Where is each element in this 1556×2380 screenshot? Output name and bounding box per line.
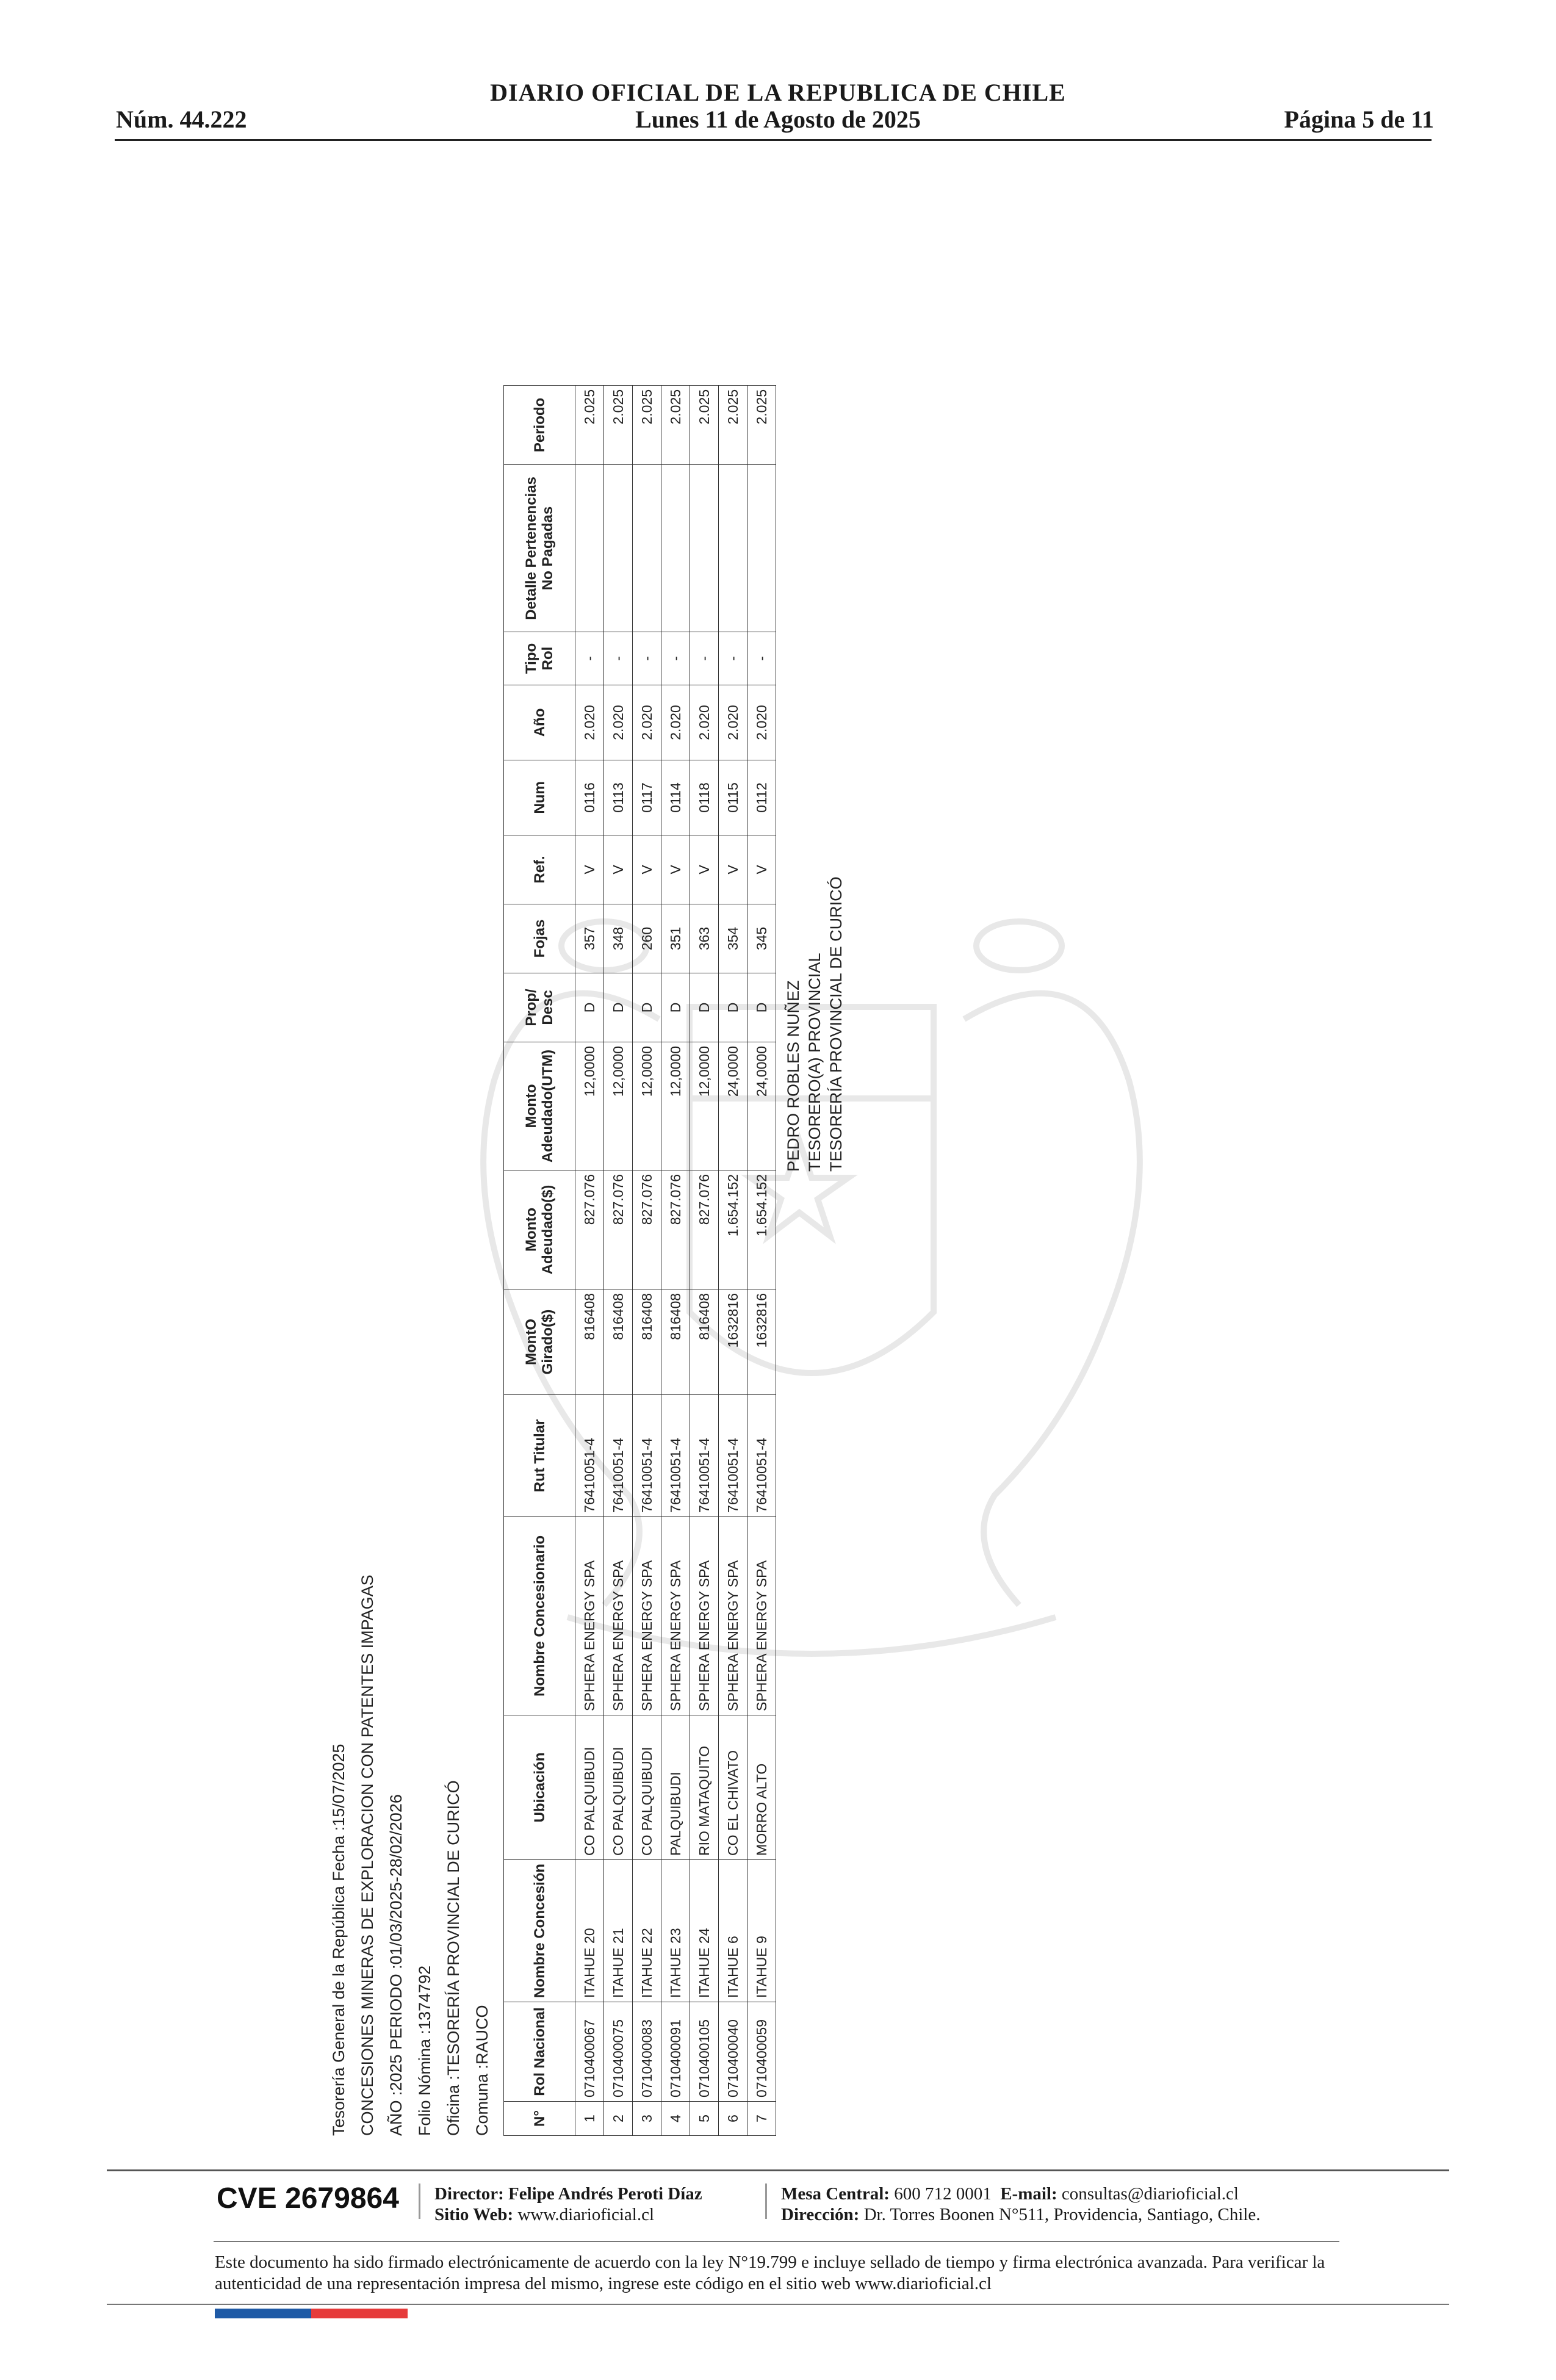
cell-fojas: 345 <box>747 904 776 973</box>
footer-contact-block: Mesa Central: 600 712 0001 E-mail: consultas@diarioficial.cl Dirección: Dr. Torres Boonen N°511, Providencia, Santiago, Chile. <box>781 2184 1261 2224</box>
cell-ubicacion: CO EL CHIVATO <box>719 1715 747 1859</box>
cell-girado: 816408 <box>604 1289 633 1394</box>
signature-office: TESORERÍA PROVINCIAL DE CURICÓ <box>827 876 845 1172</box>
cell-utm: 12,0000 <box>604 1042 633 1170</box>
website-link[interactable]: www.diarioficial.cl <box>517 2205 655 2224</box>
flag-red-bar <box>311 2309 408 2318</box>
cell-anio: 2.020 <box>575 685 604 760</box>
cell-concesionario: SPHERA ENERGY SPA <box>604 1516 633 1715</box>
col-header-prop-desc: Prop/ Desc <box>504 973 575 1042</box>
col-header-num: Num <box>504 760 575 835</box>
doc-line-4: Folio Nómina :1374792 <box>416 1965 434 2136</box>
col-header-detalle: Detalle Pertenencias No Pagadas <box>504 464 575 632</box>
cell-ubicacion: CO PALQUIBUDI <box>575 1715 604 1859</box>
table-row <box>690 385 719 2135</box>
cell-adeudado: 1.654.152 <box>747 1170 776 1289</box>
cell-utm: 12,0000 <box>661 1042 690 1170</box>
cell-ref: V <box>719 835 747 904</box>
cell-rut: 76410051-4 <box>633 1394 661 1516</box>
cell-fojas: 260 <box>633 904 661 973</box>
table-row <box>633 385 661 2135</box>
cell-ref: V <box>661 835 690 904</box>
footer-divider-mid <box>214 2241 1339 2242</box>
cell-detalle <box>604 464 633 632</box>
cell-rut: 76410051-4 <box>719 1394 747 1516</box>
cell-n: 3 <box>633 2102 661 2136</box>
cell-detalle <box>719 464 747 632</box>
cell-detalle <box>661 464 690 632</box>
patents-table <box>503 385 776 2136</box>
col-header-periodo: Periodo <box>504 385 575 464</box>
cell-fojas: 351 <box>661 904 690 973</box>
cell-n: 4 <box>661 2102 690 2136</box>
cell-anio: 2.020 <box>690 685 719 760</box>
cell-detalle <box>747 464 776 632</box>
cell-nombre: ITAHUE 24 <box>690 1859 719 2002</box>
cell-num: 0117 <box>633 760 661 835</box>
table-row <box>575 385 604 2135</box>
cell-n: 2 <box>604 2102 633 2136</box>
cell-periodo: 2.025 <box>690 385 719 464</box>
doc-line-2: CONCESIONES MINERAS DE EXPLORACION CON PATENTES IMPAGAS <box>358 1574 376 2136</box>
cell-rut: 76410051-4 <box>747 1394 776 1516</box>
cell-girado: 816408 <box>661 1289 690 1394</box>
col-header-ref: Ref. <box>504 835 575 904</box>
col-header-rut: Rut Titular <box>504 1394 575 1516</box>
header-divider <box>115 139 1432 141</box>
table-row <box>661 385 690 2135</box>
cell-fojas: 357 <box>575 904 604 973</box>
cell-prop: D <box>747 973 776 1042</box>
cell-n: 1 <box>575 2102 604 2136</box>
cell-rol: 0710400040 <box>719 2002 747 2102</box>
cell-utm: 12,0000 <box>575 1042 604 1170</box>
doc-line-3: AÑO :2025 PERIODO :01/03/2025-28/02/2026 <box>387 1794 405 2136</box>
cell-adeudado: 827.076 <box>661 1170 690 1289</box>
cell-periodo: 2.025 <box>719 385 747 464</box>
flag-blue-bar <box>215 2309 311 2318</box>
cell-concesionario: SPHERA ENERGY SPA <box>575 1516 604 1715</box>
rotated-content <box>323 183 1007 2136</box>
footer-separator <box>765 2183 767 2219</box>
col-header-anio: Año <box>504 685 575 760</box>
cell-periodo: 2.025 <box>604 385 633 464</box>
cell-rol: 0710400105 <box>690 2002 719 2102</box>
cell-nombre: ITAHUE 23 <box>661 1859 690 2002</box>
cell-periodo: 2.025 <box>661 385 690 464</box>
cell-fojas: 354 <box>719 904 747 973</box>
cell-rol: 0710400067 <box>575 2002 604 2102</box>
cell-rut: 76410051-4 <box>690 1394 719 1516</box>
cell-anio: 2.020 <box>604 685 633 760</box>
cell-girado: 816408 <box>575 1289 604 1394</box>
col-header-monto-utm: Monto Adeudado(UTM) <box>504 1042 575 1170</box>
cell-prop: D <box>633 973 661 1042</box>
page-number: Página 5 de 11 <box>1284 106 1434 133</box>
cell-concesionario: SPHERA ENERGY SPA <box>690 1516 719 1715</box>
cell-adeudado: 827.076 <box>690 1170 719 1289</box>
doc-line-1: Tesorería General de la República Fecha :15/07/2025 <box>330 1744 348 2136</box>
cell-girado: 816408 <box>633 1289 661 1394</box>
cell-num: 0112 <box>747 760 776 835</box>
cell-periodo: 2.025 <box>633 385 661 464</box>
cell-nombre: ITAHUE 6 <box>719 1859 747 2002</box>
col-header-rol: Rol Nacional <box>504 2002 575 2102</box>
cve-code: CVE 2679864 <box>217 2182 399 2215</box>
col-header-concesionario: Nombre Concesionario <box>504 1516 575 1715</box>
director-name: Felipe Andrés Peroti Díaz <box>508 2184 702 2204</box>
col-header-monto-girado: MontO Girado($) <box>504 1289 575 1394</box>
issue-number: Núm. 44.222 <box>116 106 247 133</box>
cell-adeudado: 827.076 <box>604 1170 633 1289</box>
signature-notice: Este documento ha sido firmado electrónicamente de acuerdo con la ley N°19.799 e incluye sellado de tiempo y firma electrónica avanzada. Para verificar la autenticidad de una representación impresa del mismo, ingrese este código en el sitio web www.diarioficial.cl <box>215 2252 1325 2293</box>
cell-anio: 2.020 <box>747 685 776 760</box>
cell-ubicacion: MORRO ALTO <box>747 1715 776 1859</box>
signature-role: TESORERO(A) PROVINCIAL <box>805 953 824 1172</box>
cell-ref: V <box>604 835 633 904</box>
table-header-row <box>504 385 575 2135</box>
cell-tipo: - <box>633 632 661 685</box>
cell-nombre: ITAHUE 9 <box>747 1859 776 2002</box>
cell-tipo: - <box>575 632 604 685</box>
doc-line-6: Comuna :RAUCO <box>473 2005 491 2136</box>
cell-tipo: - <box>747 632 776 685</box>
cell-concesionario: SPHERA ENERGY SPA <box>633 1516 661 1715</box>
cell-prop: D <box>604 973 633 1042</box>
cell-rut: 76410051-4 <box>604 1394 633 1516</box>
cell-rol: 0710400059 <box>747 2002 776 2102</box>
cell-adeudado: 827.076 <box>633 1170 661 1289</box>
cell-anio: 2.020 <box>633 685 661 760</box>
cell-nombre: ITAHUE 21 <box>604 1859 633 2002</box>
footer-director-block: Director: Felipe Andrés Peroti Díaz Sitio Web: www.diarioficial.cl <box>434 2184 702 2224</box>
col-header-nombre-concesion: Nombre Concesión <box>504 1859 575 2002</box>
cell-adeudado: 827.076 <box>575 1170 604 1289</box>
cell-prop: D <box>575 973 604 1042</box>
cell-nombre: ITAHUE 22 <box>633 1859 661 2002</box>
address: Dr. Torres Boonen N°511, Providencia, Santiago, Chile. <box>863 2205 1261 2224</box>
cell-girado: 1632816 <box>747 1289 776 1394</box>
cell-num: 0118 <box>690 760 719 835</box>
col-header-fojas: Fojas <box>504 904 575 973</box>
col-header-n: N° <box>504 2102 575 2136</box>
cell-n: 5 <box>690 2102 719 2136</box>
cell-tipo: - <box>690 632 719 685</box>
cell-detalle <box>575 464 604 632</box>
issue-date: Lunes 11 de Agosto de 2025 <box>635 106 921 133</box>
cell-rut: 76410051-4 <box>661 1394 690 1516</box>
cell-ubicacion: PALQUIBUDI <box>661 1715 690 1859</box>
col-header-monto-adeudado: Monto Adeudado($) <box>504 1170 575 1289</box>
cell-periodo: 2.025 <box>575 385 604 464</box>
cell-concesionario: SPHERA ENERGY SPA <box>719 1516 747 1715</box>
cell-ref: V <box>690 835 719 904</box>
cell-adeudado: 1.654.152 <box>719 1170 747 1289</box>
cell-concesionario: SPHERA ENERGY SPA <box>747 1516 776 1715</box>
table-row <box>747 385 776 2135</box>
cell-anio: 2.020 <box>661 685 690 760</box>
cell-num: 0113 <box>604 760 633 835</box>
cell-ref: V <box>575 835 604 904</box>
table-row <box>604 385 633 2135</box>
cell-detalle <box>690 464 719 632</box>
cell-n: 7 <box>747 2102 776 2136</box>
cell-prop: D <box>690 973 719 1042</box>
col-header-tipo-rol: Tipo Rol <box>504 632 575 685</box>
cell-num: 0115 <box>719 760 747 835</box>
cell-rol: 0710400091 <box>661 2002 690 2102</box>
footer-divider-bottom <box>107 2304 1449 2305</box>
cell-ubicacion: CO PALQUIBUDI <box>633 1715 661 1859</box>
cell-detalle <box>633 464 661 632</box>
footer-divider-top <box>107 2169 1449 2171</box>
cell-rol: 0710400075 <box>604 2002 633 2102</box>
cell-num: 0114 <box>661 760 690 835</box>
cell-n: 6 <box>719 2102 747 2136</box>
cell-utm: 12,0000 <box>633 1042 661 1170</box>
cell-tipo: - <box>604 632 633 685</box>
signature-name: PEDRO ROBLES NUÑEZ <box>784 980 802 1172</box>
cell-prop: D <box>719 973 747 1042</box>
cell-utm: 24,0000 <box>719 1042 747 1170</box>
phone-number: 600 712 0001 <box>894 2184 992 2204</box>
footer-separator <box>419 2183 420 2219</box>
email-link[interactable]: consultas@diarioficial.cl <box>1061 2184 1239 2204</box>
cell-ref: V <box>747 835 776 904</box>
cell-girado: 1632816 <box>719 1289 747 1394</box>
doc-line-5: Oficina :TESORERÍA PROVINCIAL DE CURICÓ <box>444 1780 463 2136</box>
cell-ref: V <box>633 835 661 904</box>
cell-rut: 76410051-4 <box>575 1394 604 1516</box>
cell-prop: D <box>661 973 690 1042</box>
cell-fojas: 363 <box>690 904 719 973</box>
cell-fojas: 348 <box>604 904 633 973</box>
cell-anio: 2.020 <box>719 685 747 760</box>
cell-ubicacion: RIO MATAQUITO <box>690 1715 719 1859</box>
cell-num: 0116 <box>575 760 604 835</box>
cell-tipo: - <box>719 632 747 685</box>
cell-periodo: 2.025 <box>747 385 776 464</box>
cell-ubicacion: CO PALQUIBUDI <box>604 1715 633 1859</box>
col-header-ubicacion: Ubicación <box>504 1715 575 1859</box>
cell-rol: 0710400083 <box>633 2002 661 2102</box>
cell-tipo: - <box>661 632 690 685</box>
table-row <box>719 385 747 2135</box>
newspaper-title: DIARIO OFICIAL DE LA REPUBLICA DE CHILE <box>490 79 1066 106</box>
cell-utm: 24,0000 <box>747 1042 776 1170</box>
cell-girado: 816408 <box>690 1289 719 1394</box>
cell-utm: 12,0000 <box>690 1042 719 1170</box>
cell-concesionario: SPHERA ENERGY SPA <box>661 1516 690 1715</box>
cell-nombre: ITAHUE 20 <box>575 1859 604 2002</box>
